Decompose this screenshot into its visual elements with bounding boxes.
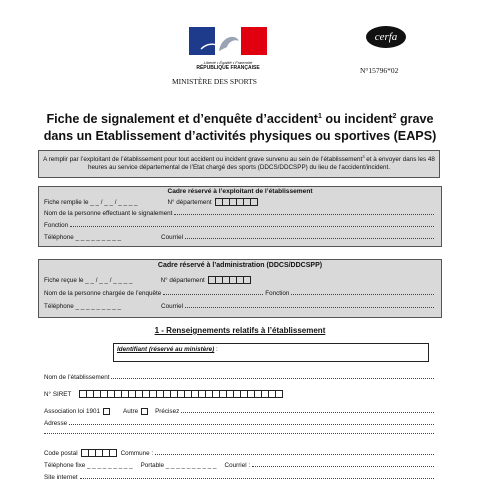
website-label: Site internet bbox=[44, 474, 78, 481]
admin-row-date bbox=[44, 276, 436, 284]
address-field-2[interactable] bbox=[44, 433, 434, 434]
admin-function-label: Fonction bbox=[265, 290, 290, 297]
commune-field[interactable] bbox=[155, 454, 434, 455]
admin-function-field[interactable] bbox=[291, 294, 434, 295]
phone-field[interactable]: Téléphone _ _ _ _ _ _ _ _ _ bbox=[44, 234, 122, 241]
exploitant-row-date bbox=[44, 198, 436, 206]
cerfa-logo: cerfa bbox=[366, 26, 406, 48]
flag-icon bbox=[189, 27, 267, 55]
admin-person-field[interactable] bbox=[163, 294, 263, 295]
siret-row bbox=[44, 390, 436, 398]
administration-heading: Cadre réservé à l’administration (DDCS/DDCSPP) bbox=[157, 262, 323, 269]
address-row bbox=[44, 420, 436, 427]
siret-boxes[interactable] bbox=[79, 390, 283, 398]
function-label: Fonction bbox=[44, 222, 69, 229]
phone-row bbox=[44, 462, 436, 469]
postal-row bbox=[44, 449, 436, 457]
exploitant-row-function bbox=[44, 222, 436, 229]
website-field[interactable] bbox=[80, 478, 434, 479]
filled-on-field[interactable]: Fiche remplie le _ _ / _ _ / _ _ _ _ bbox=[44, 199, 138, 206]
siret-label: N° SIRET bbox=[44, 391, 72, 398]
establishment-name-field[interactable] bbox=[111, 378, 434, 379]
admin-phone-field[interactable]: Téléphone _ _ _ _ _ _ _ _ _ bbox=[44, 303, 122, 310]
page-title: Fiche de signalement et d’enquête d’accident$^1$ ou incident$^2$ grave dans un Etablissement d’activités physiques ou sportives (EAPS) bbox=[43, 112, 437, 144]
association-label: Association loi 1901 bbox=[44, 408, 101, 415]
person-field[interactable] bbox=[174, 214, 434, 215]
identifier-label: Identifiant (réservé au ministère) bbox=[117, 346, 215, 353]
exploitant-row-phone bbox=[44, 234, 436, 241]
identifier-colon: : bbox=[214, 346, 218, 353]
received-on-field[interactable]: Fiche reçue le _ _ / _ _ / _ _ _ _ bbox=[44, 277, 133, 284]
establishment-name-row bbox=[44, 374, 436, 381]
admin-row-person bbox=[44, 290, 436, 297]
admin-department-label: N° département bbox=[160, 277, 205, 284]
republic-name: RÉPUBLIQUE FRANÇAISE bbox=[196, 65, 260, 71]
address-field[interactable] bbox=[69, 424, 434, 425]
address-label: Adresse bbox=[44, 420, 68, 427]
person-label: Nom de la personne effectuant le signalement bbox=[44, 210, 173, 217]
republic-motto: Liberté • Égalité • Fraternité bbox=[203, 60, 253, 65]
establishment-email-label: Courriel : bbox=[224, 462, 251, 469]
postal-label: Code postal bbox=[44, 450, 78, 457]
identifier-box bbox=[113, 343, 429, 362]
mobile-field[interactable]: Portable _ _ _ _ _ _ _ _ _ _ bbox=[140, 462, 217, 469]
landline-field[interactable]: Téléphone fixe _ _ _ _ _ _ _ _ _ bbox=[44, 462, 133, 469]
cerfa-number: N°15796*02 bbox=[360, 66, 399, 75]
ministry-name: MINISTÈRE DES SPORTS bbox=[172, 77, 257, 86]
establishment-email-field[interactable] bbox=[252, 466, 434, 467]
specify-field[interactable] bbox=[181, 412, 434, 413]
email-label: Courriel bbox=[161, 234, 184, 241]
admin-department-boxes[interactable] bbox=[208, 276, 251, 284]
exploitant-heading: Cadre réservé à l’exploitant de l’établissement bbox=[167, 188, 313, 195]
admin-email-field[interactable] bbox=[185, 307, 434, 308]
intro-box: A remplir par l’exploitant de l’établissement pour tout accident ou incident grave survenu au sein de l’établissement$^3$ et à envoyer dans les 48 heures au service départemental de l’Etat chargé des sports (DDCS/DDCSPP) du lieu de l’accident/incident. bbox=[38, 150, 440, 178]
other-checkbox[interactable] bbox=[141, 408, 148, 415]
marianne-logo bbox=[189, 27, 267, 71]
email-field[interactable] bbox=[185, 238, 434, 239]
other-label: Autre bbox=[123, 408, 139, 415]
specify-label: Précisez bbox=[155, 408, 180, 415]
department-label: N° département bbox=[167, 199, 212, 206]
association-checkbox[interactable] bbox=[103, 408, 110, 415]
function-field[interactable] bbox=[70, 226, 434, 227]
status-row bbox=[44, 408, 436, 415]
admin-row-phone bbox=[44, 303, 436, 310]
admin-email-label: Courriel bbox=[161, 303, 184, 310]
establishment-name-label: Nom de l’établissement bbox=[44, 374, 110, 381]
section1-heading: 1 - Renseignements relatifs à l’établissement bbox=[154, 326, 326, 335]
commune-label: Commune : bbox=[120, 450, 154, 457]
address-row-2 bbox=[44, 433, 436, 436]
exploitant-row-person bbox=[44, 210, 436, 217]
postal-boxes[interactable] bbox=[81, 449, 117, 457]
department-boxes[interactable] bbox=[215, 198, 258, 206]
admin-person-label: Nom de la personne chargée de l’enquête bbox=[44, 290, 162, 297]
